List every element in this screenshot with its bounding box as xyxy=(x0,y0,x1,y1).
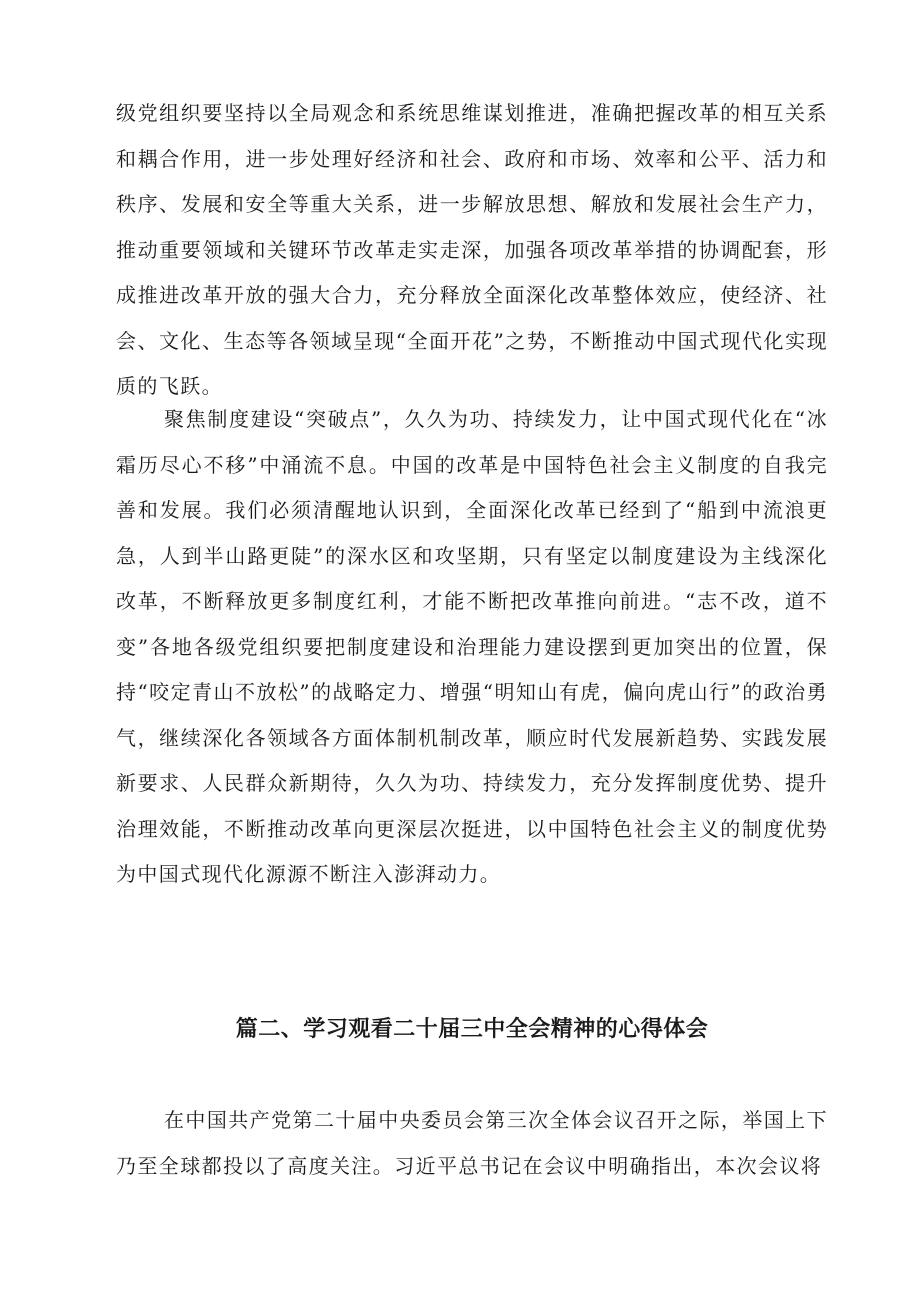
body-paragraph-continued: 级党组织要坚持以全局观念和系统思维谋划推进，准确把握改革的相互关系和耦合作用，进一步处理好经济和社会、政府和市场、效率和公平、活力和秩序、发展和安全等重大关系，进一步解放思想、解放和发展社会生产力，推动重要领域和关键环节改革走实走深，加强各项改革举措的协调配套，形成推进改革开放的强大合力，充分释放全面深化改革整体效应，使经济、社会、文化、生态等各领域呈现“全面开花”之势，不断推动中国式现代化实现质的飞跃。 xyxy=(116,101,828,398)
body-paragraph: 聚焦制度建设“突破点”，久久为功、持续发力，让中国式现代化在“冰霜历尽心不移”中涌流不息。中国的改革是中国特色社会主义制度的自我完善和发展。我们必须清醒地认识到，全面深化改革已经到了“船到中流浪更急，人到半山路更陡”的深水区和攻坚期，只有坚定以制度建设为主线深化改革，不断释放更多制度红利，才能不断把改革推向前进。“志不改，道不变”各地各级党组织要把制度建设和治理能力建设摆到更加突出的位置，保持“咬定青山不放松”的战略定力、增强“明知山有虎，偏向虎山行”的政治勇气，继续深化各领域各方面体制机制改革，顺应时代发展新趋势、实践发展新要求、人民群众新期待，久久为功、持续发力，充分发挥制度优势、提升治理效能，不断推动改革向更深层次挺进，以中国特色社会主义的制度优势为中国式现代化源源不断注入澎湃动力。 xyxy=(116,407,828,886)
section-heading: 篇二、学习观看二十届三中全会精神的心得体会 xyxy=(235,1017,709,1042)
section-intro-paragraph: 在中国共产党第二十届中央委员会第三次全体会议召开之际，举国上下乃至全球都投以了高度关注。习近平总书记在会议中明确指出，本次会议将 xyxy=(116,1108,828,1178)
